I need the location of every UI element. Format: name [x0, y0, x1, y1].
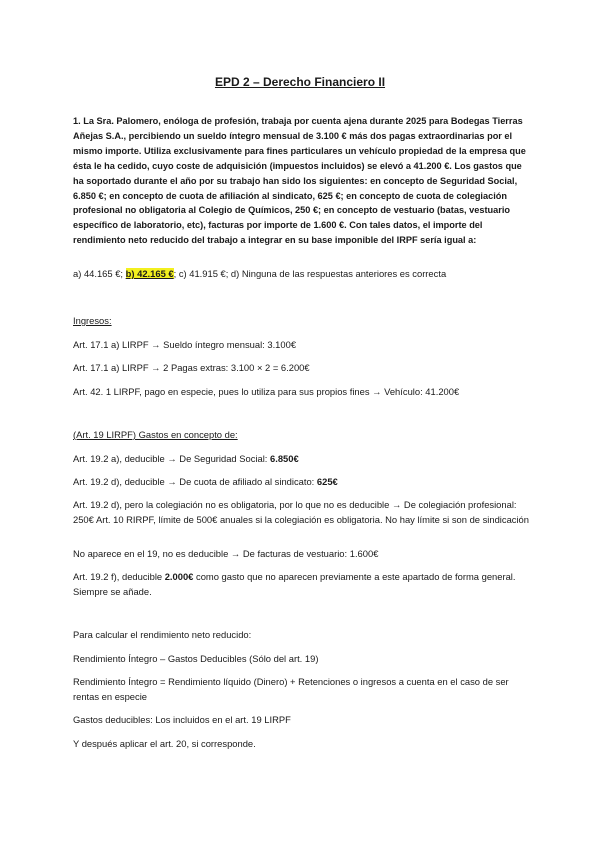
ingreso-item: Art. 42. 1 LIRPF, pago en especie, pues lo utiliza para sus propios fines → Vehículo: 41.200€	[73, 386, 460, 397]
ingreso-item: Art. 17.1 a) LIRPF → Sueldo íntegro mensual: 3.100€	[73, 339, 297, 350]
ingreso-item: Art. 17.1 a) LIRPF → 2 Pagas extras: 3.100 × 2 = 6.200€	[73, 362, 310, 373]
gasto-item: Art. 19.2 f), deducible 2.000€ como gasto que no aparecen previamente a este apartado de forma general. Siempre se añade.	[73, 571, 516, 597]
question-body: La Sra. Palomero, enóloga de profesión, trabaja por cuenta ajena durante 2025 para Bodegas Tierras Añejas S.A., percibiendo un sueldo íntegro mensual de 3.100 € más dos pagas extraordinarias por el mismo importe. Utiliza exclusivamente para fines particulares un vehículo propiedad de la empresa que ésta le ha cedido, cuyo coste de adquisición (impuestos incluidos) se elevó a 41.200 €. Los gastos que ha soportado durante el año por su trabajo han sido los siguientes: en concepto de Seguridad Social, 6.850 €; en concepto de cuota de afiliación al sindicato, 625 €; en concepto de cuota de colegiación profesional no obligatoria al Colegio de Químicos, 250 €; en concepto de vestuario (batas, vestuario específico de laboratorio, etc), facturas por importe de 1.600 €. Con tales datos, el importe del rendimiento neto reducido del trabajo a integrar en su base imponible del IRPF sería igual a:	[73, 116, 526, 246]
gasto-amount: 625€	[316, 476, 338, 487]
page-title: EPD 2 – Derecho Financiero II	[214, 75, 386, 89]
answer-options	[73, 268, 446, 279]
answer-b-highlighted: b) 42.165 €	[125, 268, 174, 279]
ingresos-heading: Ingresos:	[73, 315, 112, 326]
gasto-item: Art. 19.2 d), deducible → De cuota de afiliado al sindicato: 625€	[73, 476, 338, 487]
gasto-amount: 2.000€	[164, 571, 194, 582]
calculo-formula: Rendimiento Íntegro = Rendimiento líquido (Dinero) + Retenciones o ingresos a cuenta en el caso de ser rentas en especie	[73, 676, 509, 702]
gasto-item: Art. 19.2 d), pero la colegiación no es obligatoria, por lo que no es deducible → De colegiación profesional: 250€ Art. 10 RIRPF, límite de 500€ anuales si la colegiación es obligatoria. No hay límite si son de sindicación	[73, 499, 529, 525]
gastos-heading: (Art. 19 LIRPF) Gastos en concepto de:	[73, 429, 238, 440]
calculo-formula: Rendimiento Íntegro – Gastos Deducibles (Sólo del art. 19)	[73, 653, 319, 664]
question-text	[73, 114, 529, 248]
answer-a: a) 44.165 €;	[73, 268, 124, 279]
gasto-item: No aparece en el 19, no es deducible → De facturas de vestuario: 1.600€	[73, 548, 379, 559]
calculo-intro: Para calcular el rendimiento neto reducido:	[73, 629, 252, 640]
answer-c-d: ; c) 41.915 €; d) Ninguna de las respuestas anteriores es correcta	[173, 268, 447, 279]
gasto-amount: 6.850€	[270, 453, 299, 464]
gasto-item: Art. 19.2 a), deducible → De Seguridad Social: 6.850€	[73, 453, 299, 464]
question-number: 1.	[73, 116, 81, 126]
gastos-deducibles-note: Gastos deducibles: Los incluidos en el art. 19 LIRPF	[73, 714, 291, 725]
final-note: Y después aplicar el art. 20, si corresponde.	[73, 738, 256, 749]
